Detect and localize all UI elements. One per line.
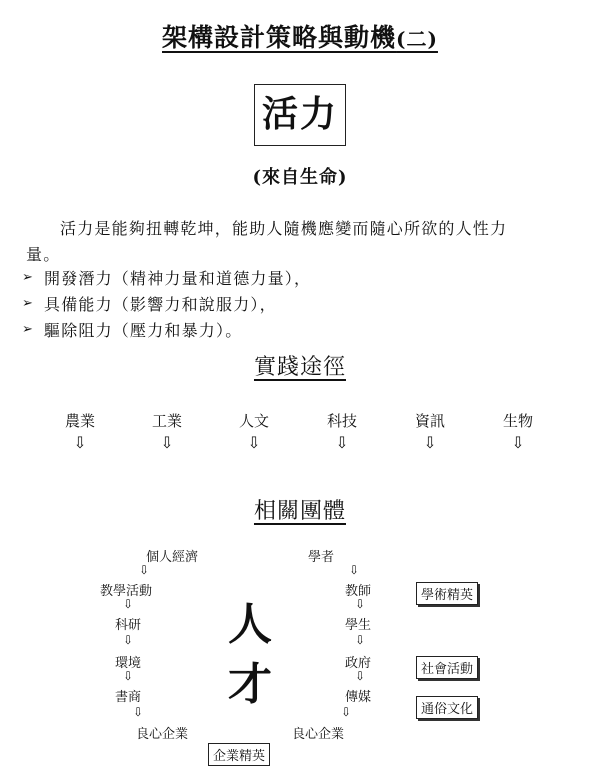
down-arrow-icon: ⇩: [138, 563, 150, 577]
down-arrow-icon: ⇩: [122, 633, 134, 647]
title-main: 架構設計策略與動機: [162, 23, 397, 52]
sector-label: 工業: [151, 412, 182, 430]
center-char-cai: 才: [228, 659, 272, 710]
sector-label: 農業: [64, 412, 95, 430]
practice-section-title: 實踐途徑: [253, 355, 346, 380]
node-student: 學生: [345, 618, 372, 633]
node-media: 傳媒: [345, 690, 372, 705]
down-arrow-icon: ⇩: [423, 433, 437, 452]
down-arrow-icon: ⇩: [335, 433, 349, 452]
center-char-ren: 人: [228, 599, 272, 650]
down-arrow-icon: ⇩: [132, 705, 144, 719]
node-bookseller: 書商: [115, 690, 142, 705]
bullet-item: [22, 266, 311, 289]
sector-agriculture: [50, 410, 110, 451]
down-arrow-icon: ⇩: [160, 433, 174, 452]
sector-label: 資訊: [414, 412, 445, 430]
down-arrow-icon: ⇩: [348, 563, 360, 577]
sector-label: 生物: [502, 412, 533, 430]
title-suffix: (二): [396, 27, 438, 51]
headline-box: 活力: [254, 84, 346, 146]
down-arrow-icon: ⇩: [340, 705, 352, 719]
sector-technology: [312, 410, 372, 451]
node-teacher: 教師: [345, 584, 372, 599]
down-arrow-icon: ⇩: [73, 433, 87, 452]
node-conscientious-enterprise-left: 良心企業: [136, 727, 189, 742]
bullet-text: 開發潛力（精神力量和道德力量），: [44, 269, 312, 288]
box-social-activity: 社會活動: [416, 656, 478, 679]
box-enterprise-elite: 企業精英: [208, 743, 270, 766]
arrow-bullet-icon: ➢: [22, 322, 35, 337]
node-conscientious-enterprise-right: 良心企業: [292, 727, 345, 742]
sector-humanities: [224, 410, 284, 451]
paragraph-line-1: 活力是能夠扭轉乾坤，能助人隨機應變而隨心所欲的人性力: [60, 219, 508, 238]
paragraph-line-2: 量。: [26, 245, 61, 264]
node-environment: 環境: [115, 656, 142, 671]
down-arrow-icon: ⇩: [247, 433, 261, 452]
bullet-item: [22, 292, 277, 315]
page-title: [0, 18, 600, 54]
sector-information: [400, 410, 460, 451]
node-research: 科研: [115, 618, 142, 633]
sector-label: 科技: [326, 412, 357, 430]
arrow-bullet-icon: ➢: [22, 270, 35, 285]
groups-section-title: 相關團體: [253, 499, 346, 524]
box-popular-culture: 通俗文化: [416, 696, 478, 719]
box-academic-elite: 學術精英: [416, 582, 478, 605]
node-scholar: 學者: [308, 550, 335, 565]
node-government: 政府: [345, 656, 372, 671]
sector-label: 人文: [238, 412, 269, 430]
bullet-text: 驅除阻力（壓力和暴力）。: [44, 321, 243, 340]
sector-industry: [137, 410, 197, 451]
bullet-item: [22, 318, 242, 341]
down-arrow-icon: ⇩: [511, 433, 525, 452]
down-arrow-icon: ⇩: [122, 669, 134, 683]
down-arrow-icon: ⇩: [354, 633, 366, 647]
down-arrow-icon: ⇩: [354, 597, 366, 611]
down-arrow-icon: ⇩: [354, 669, 366, 683]
intro-paragraph: [26, 216, 582, 268]
arrow-bullet-icon: ➢: [22, 296, 35, 311]
sector-biology: [488, 410, 548, 451]
node-teaching-activity: 教學活動: [100, 584, 153, 599]
node-personal-economy: 個人經濟: [146, 550, 199, 565]
source-subtitle: (來自生命): [252, 167, 348, 188]
down-arrow-icon: ⇩: [122, 597, 134, 611]
bullet-text: 具備能力（影響力和說服力），: [44, 295, 277, 314]
